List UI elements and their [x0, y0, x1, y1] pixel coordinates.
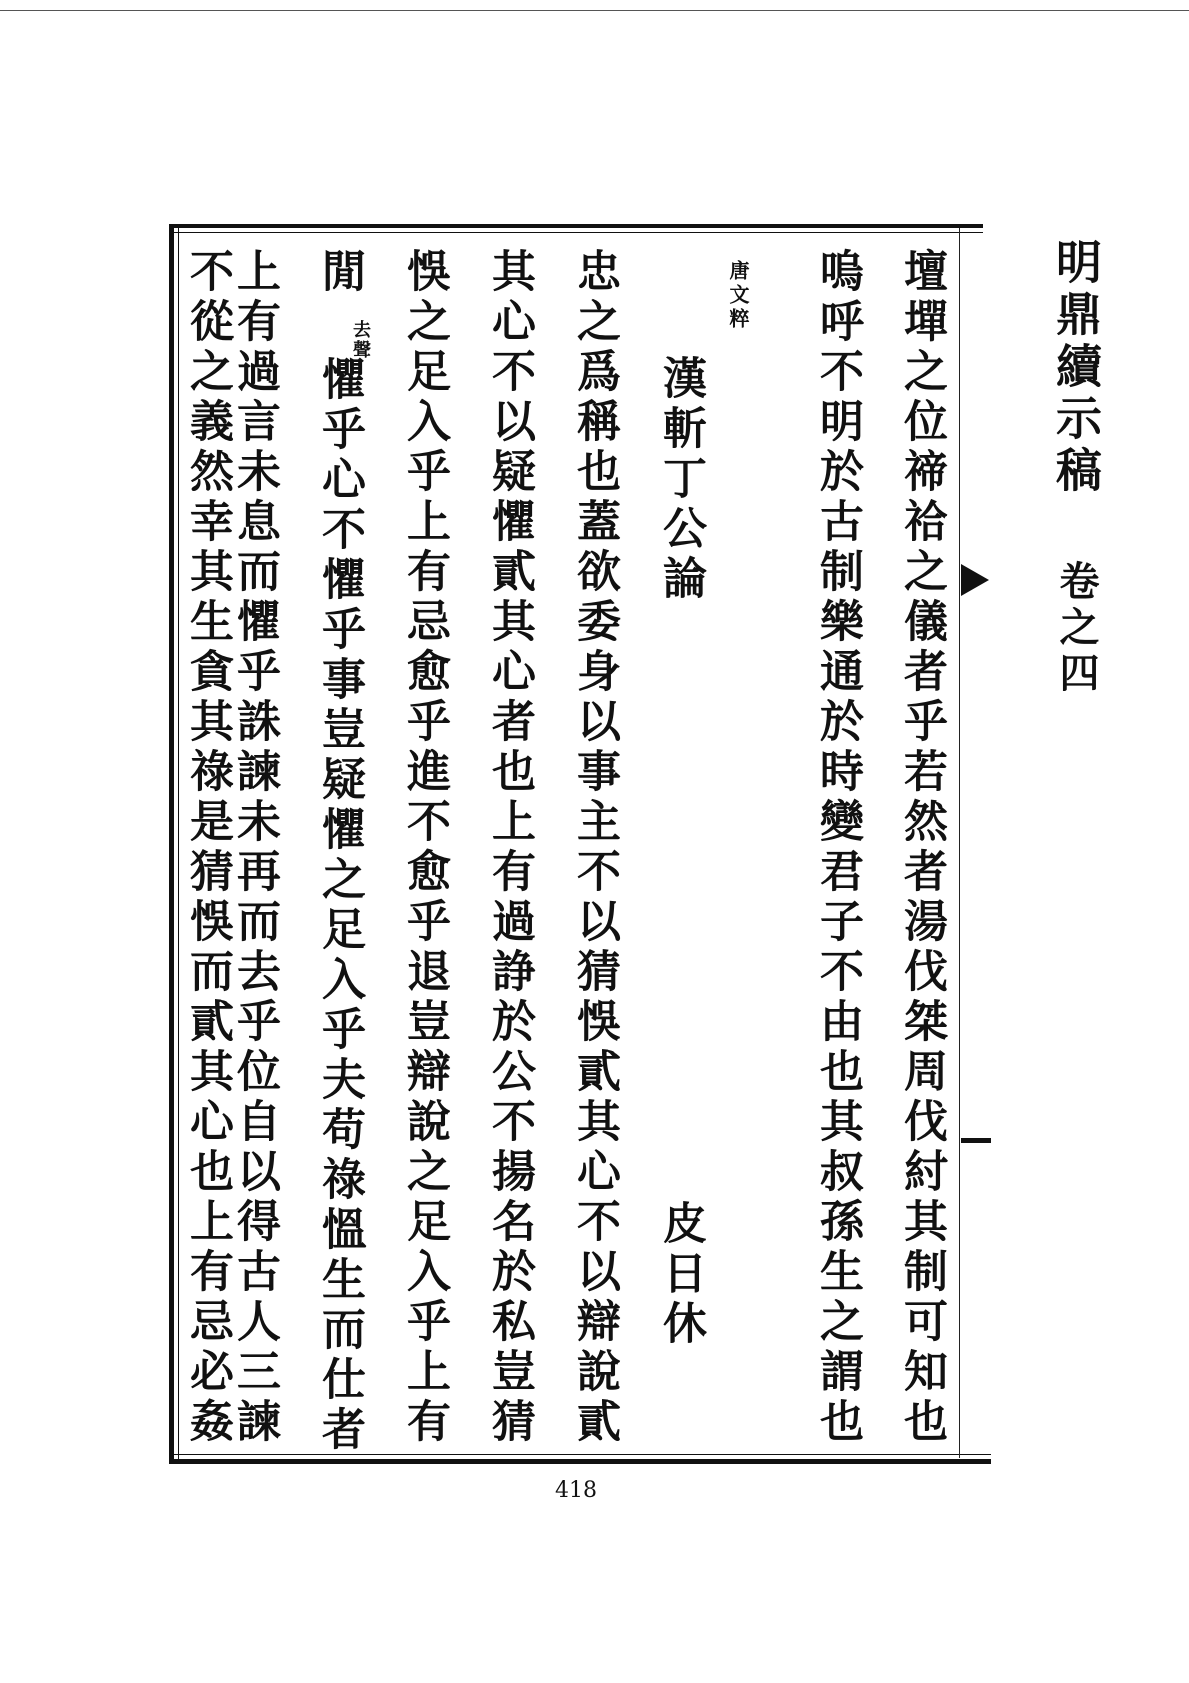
page-number: 418	[555, 1478, 597, 1503]
fishtail-mark	[961, 564, 989, 596]
source-note: 唐文粹	[726, 260, 750, 332]
frame-bottom-inner-border	[169, 1454, 991, 1455]
text-column-5: 忠之爲稱也蓋欲委身以事主不以猜悞貳其心不以辯說貳	[569, 248, 620, 1448]
frame-bottom-border	[169, 1459, 991, 1464]
text-column-1: 壇墠之位禘祫之儀者乎若然者湯伐桀周伐紂其制可知也	[896, 248, 947, 1448]
text-column-8-start: 閒	[314, 248, 365, 298]
frame-top-inner-border	[169, 232, 983, 233]
scan-top-rule	[0, 10, 1189, 11]
reading-note: 去聲	[350, 320, 371, 360]
center-gutter-line	[959, 228, 960, 1458]
text-column-9: 上有過言未息而懼乎誅諫未再而去乎位自以得古人三諫	[229, 248, 280, 1448]
text-column-2: 嗚呼不明於古制樂通於時變君子不由也其叔孫生之謂也	[812, 248, 863, 1448]
frame-left-inner-border	[178, 224, 179, 1464]
essay-title: 漢斬丁公論	[655, 355, 706, 605]
frame-left-border	[169, 224, 174, 1464]
text-column-8: 懼乎心不懼乎事豈疑懼之足入乎夫苟祿慍生而仕者	[314, 356, 365, 1456]
text-column-6: 其心不以疑懼貳其心者也上有過諍於公不揚名於私豈猜	[484, 248, 535, 1448]
running-head: 明鼎續示稿	[1049, 238, 1103, 498]
frame-top-border	[169, 224, 983, 228]
text-column-10: 不從之義然幸其生貪其祿是猜悞而貳其心也上有忌必姦	[182, 248, 233, 1448]
running-head-volume: 卷之四	[1053, 560, 1100, 698]
essay-author: 皮日休	[655, 1200, 706, 1350]
gutter-block-mark	[961, 1138, 991, 1143]
text-column-7: 悞之足入乎上有忌愈乎進不愈乎退豈辯說之足入乎上有	[399, 248, 450, 1448]
